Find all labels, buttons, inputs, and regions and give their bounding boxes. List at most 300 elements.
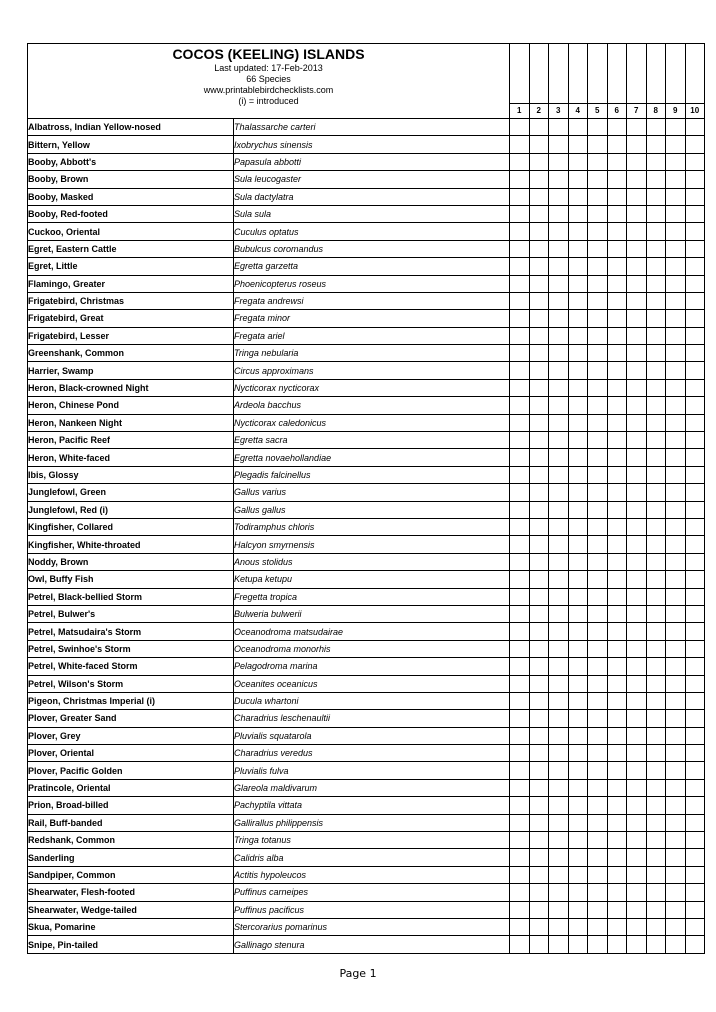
checkbox-cell[interactable]	[607, 501, 627, 518]
checkbox-cell[interactable]	[627, 727, 647, 744]
checkbox-cell[interactable]	[549, 710, 569, 727]
checkbox-cell[interactable]	[568, 310, 588, 327]
checkbox-cell[interactable]	[549, 936, 569, 953]
checkbox-cell[interactable]	[588, 205, 608, 222]
checkbox-cell[interactable]	[529, 345, 549, 362]
checkbox-cell[interactable]	[685, 275, 705, 292]
checkbox-cell[interactable]	[549, 362, 569, 379]
checkbox-cell[interactable]	[529, 640, 549, 657]
checkbox-cell[interactable]	[646, 501, 666, 518]
checkbox-cell[interactable]	[568, 797, 588, 814]
checkbox-cell[interactable]	[607, 432, 627, 449]
checkbox-cell[interactable]	[588, 658, 608, 675]
checkbox-cell[interactable]	[666, 866, 686, 883]
checkbox-cell[interactable]	[607, 518, 627, 535]
checkbox-cell[interactable]	[646, 884, 666, 901]
checkbox-cell[interactable]	[627, 832, 647, 849]
checkbox-cell[interactable]	[529, 240, 549, 257]
checkbox-cell[interactable]	[549, 501, 569, 518]
checkbox-cell[interactable]	[588, 153, 608, 170]
checkbox-cell[interactable]	[529, 484, 549, 501]
checkbox-cell[interactable]	[529, 779, 549, 796]
checkbox-cell[interactable]	[510, 692, 530, 709]
checkbox-cell[interactable]	[529, 884, 549, 901]
checkbox-cell[interactable]	[588, 832, 608, 849]
checkbox-cell[interactable]	[549, 884, 569, 901]
checkbox-cell[interactable]	[568, 884, 588, 901]
checkbox-cell[interactable]	[568, 275, 588, 292]
checkbox-cell[interactable]	[666, 501, 686, 518]
checkbox-cell[interactable]	[568, 832, 588, 849]
checkbox-cell[interactable]	[685, 119, 705, 136]
checkbox-cell[interactable]	[510, 397, 530, 414]
checkbox-cell[interactable]	[666, 797, 686, 814]
checkbox-cell[interactable]	[646, 449, 666, 466]
checkbox-cell[interactable]	[646, 536, 666, 553]
checkbox-cell[interactable]	[666, 536, 686, 553]
checkbox-cell[interactable]	[685, 762, 705, 779]
checkbox-cell[interactable]	[627, 814, 647, 831]
checkbox-cell[interactable]	[646, 849, 666, 866]
checkbox-cell[interactable]	[627, 466, 647, 483]
checkbox-cell[interactable]	[510, 310, 530, 327]
checkbox-cell[interactable]	[685, 745, 705, 762]
checkbox-cell[interactable]	[627, 258, 647, 275]
checkbox-cell[interactable]	[607, 379, 627, 396]
checkbox-cell[interactable]	[627, 918, 647, 935]
checkbox-cell[interactable]	[529, 449, 549, 466]
checkbox-cell[interactable]	[646, 153, 666, 170]
checkbox-cell[interactable]	[549, 692, 569, 709]
checkbox-cell[interactable]	[568, 571, 588, 588]
checkbox-cell[interactable]	[607, 414, 627, 431]
checkbox-cell[interactable]	[588, 518, 608, 535]
checkbox-cell[interactable]	[666, 710, 686, 727]
checkbox-cell[interactable]	[529, 258, 549, 275]
checkbox-cell[interactable]	[510, 901, 530, 918]
checkbox-cell[interactable]	[627, 745, 647, 762]
checkbox-cell[interactable]	[666, 379, 686, 396]
checkbox-cell[interactable]	[510, 605, 530, 622]
checkbox-cell[interactable]	[568, 171, 588, 188]
checkbox-cell[interactable]	[549, 571, 569, 588]
checkbox-cell[interactable]	[568, 849, 588, 866]
checkbox-cell[interactable]	[510, 205, 530, 222]
checkbox-cell[interactable]	[646, 762, 666, 779]
checkbox-cell[interactable]	[549, 171, 569, 188]
checkbox-cell[interactable]	[646, 553, 666, 570]
checkbox-cell[interactable]	[627, 292, 647, 309]
checkbox-cell[interactable]	[685, 588, 705, 605]
checkbox-cell[interactable]	[627, 779, 647, 796]
checkbox-cell[interactable]	[568, 136, 588, 153]
checkbox-cell[interactable]	[666, 692, 686, 709]
checkbox-cell[interactable]	[568, 727, 588, 744]
checkbox-cell[interactable]	[568, 292, 588, 309]
checkbox-cell[interactable]	[685, 658, 705, 675]
checkbox-cell[interactable]	[529, 936, 549, 953]
checkbox-cell[interactable]	[549, 797, 569, 814]
checkbox-cell[interactable]	[588, 362, 608, 379]
checkbox-cell[interactable]	[685, 675, 705, 692]
checkbox-cell[interactable]	[529, 710, 549, 727]
checkbox-cell[interactable]	[588, 310, 608, 327]
checkbox-cell[interactable]	[549, 745, 569, 762]
checkbox-cell[interactable]	[627, 414, 647, 431]
checkbox-cell[interactable]	[666, 623, 686, 640]
checkbox-cell[interactable]	[549, 866, 569, 883]
checkbox-cell[interactable]	[627, 484, 647, 501]
checkbox-cell[interactable]	[646, 205, 666, 222]
checkbox-cell[interactable]	[549, 623, 569, 640]
checkbox-cell[interactable]	[646, 658, 666, 675]
checkbox-cell[interactable]	[627, 362, 647, 379]
checkbox-cell[interactable]	[607, 466, 627, 483]
checkbox-cell[interactable]	[666, 153, 686, 170]
checkbox-cell[interactable]	[607, 710, 627, 727]
checkbox-cell[interactable]	[607, 397, 627, 414]
checkbox-cell[interactable]	[588, 797, 608, 814]
checkbox-cell[interactable]	[510, 484, 530, 501]
checkbox-cell[interactable]	[510, 432, 530, 449]
checkbox-cell[interactable]	[685, 553, 705, 570]
checkbox-cell[interactable]	[627, 553, 647, 570]
checkbox-cell[interactable]	[685, 432, 705, 449]
checkbox-cell[interactable]	[646, 623, 666, 640]
checkbox-cell[interactable]	[529, 205, 549, 222]
checkbox-cell[interactable]	[510, 866, 530, 883]
checkbox-cell[interactable]	[666, 432, 686, 449]
checkbox-cell[interactable]	[529, 188, 549, 205]
checkbox-cell[interactable]	[607, 362, 627, 379]
checkbox-cell[interactable]	[588, 918, 608, 935]
checkbox-cell[interactable]	[549, 518, 569, 535]
checkbox-cell[interactable]	[666, 832, 686, 849]
checkbox-cell[interactable]	[607, 449, 627, 466]
checkbox-cell[interactable]	[607, 918, 627, 935]
checkbox-cell[interactable]	[666, 484, 686, 501]
checkbox-cell[interactable]	[529, 571, 549, 588]
checkbox-cell[interactable]	[627, 275, 647, 292]
checkbox-cell[interactable]	[549, 640, 569, 657]
checkbox-cell[interactable]	[685, 727, 705, 744]
checkbox-cell[interactable]	[627, 240, 647, 257]
checkbox-cell[interactable]	[607, 745, 627, 762]
checkbox-cell[interactable]	[588, 258, 608, 275]
checkbox-cell[interactable]	[685, 797, 705, 814]
checkbox-cell[interactable]	[510, 884, 530, 901]
checkbox-cell[interactable]	[627, 640, 647, 657]
checkbox-cell[interactable]	[568, 501, 588, 518]
checkbox-cell[interactable]	[685, 310, 705, 327]
checkbox-cell[interactable]	[646, 119, 666, 136]
checkbox-cell[interactable]	[627, 588, 647, 605]
checkbox-cell[interactable]	[588, 762, 608, 779]
checkbox-cell[interactable]	[568, 658, 588, 675]
checkbox-cell[interactable]	[510, 188, 530, 205]
checkbox-cell[interactable]	[607, 936, 627, 953]
checkbox-cell[interactable]	[529, 292, 549, 309]
checkbox-cell[interactable]	[568, 153, 588, 170]
checkbox-cell[interactable]	[666, 327, 686, 344]
checkbox-cell[interactable]	[646, 240, 666, 257]
checkbox-cell[interactable]	[529, 432, 549, 449]
checkbox-cell[interactable]	[646, 258, 666, 275]
checkbox-cell[interactable]	[685, 292, 705, 309]
checkbox-cell[interactable]	[549, 205, 569, 222]
checkbox-cell[interactable]	[588, 814, 608, 831]
checkbox-cell[interactable]	[588, 692, 608, 709]
checkbox-cell[interactable]	[588, 936, 608, 953]
checkbox-cell[interactable]	[510, 571, 530, 588]
checkbox-cell[interactable]	[549, 658, 569, 675]
checkbox-cell[interactable]	[607, 849, 627, 866]
checkbox-cell[interactable]	[588, 119, 608, 136]
checkbox-cell[interactable]	[588, 901, 608, 918]
checkbox-cell[interactable]	[510, 727, 530, 744]
checkbox-cell[interactable]	[607, 866, 627, 883]
checkbox-cell[interactable]	[607, 762, 627, 779]
checkbox-cell[interactable]	[568, 327, 588, 344]
checkbox-cell[interactable]	[529, 553, 549, 570]
checkbox-cell[interactable]	[666, 205, 686, 222]
checkbox-cell[interactable]	[685, 362, 705, 379]
checkbox-cell[interactable]	[646, 605, 666, 622]
checkbox-cell[interactable]	[588, 640, 608, 657]
checkbox-cell[interactable]	[666, 936, 686, 953]
checkbox-cell[interactable]	[568, 223, 588, 240]
checkbox-cell[interactable]	[607, 623, 627, 640]
checkbox-cell[interactable]	[627, 849, 647, 866]
checkbox-cell[interactable]	[646, 588, 666, 605]
checkbox-cell[interactable]	[627, 936, 647, 953]
checkbox-cell[interactable]	[568, 518, 588, 535]
checkbox-cell[interactable]	[646, 345, 666, 362]
checkbox-cell[interactable]	[685, 918, 705, 935]
checkbox-cell[interactable]	[549, 814, 569, 831]
checkbox-cell[interactable]	[646, 414, 666, 431]
checkbox-cell[interactable]	[510, 814, 530, 831]
checkbox-cell[interactable]	[568, 710, 588, 727]
checkbox-cell[interactable]	[607, 205, 627, 222]
checkbox-cell[interactable]	[646, 571, 666, 588]
checkbox-cell[interactable]	[568, 345, 588, 362]
checkbox-cell[interactable]	[549, 240, 569, 257]
checkbox-cell[interactable]	[529, 658, 549, 675]
checkbox-cell[interactable]	[666, 136, 686, 153]
checkbox-cell[interactable]	[666, 675, 686, 692]
checkbox-cell[interactable]	[666, 553, 686, 570]
checkbox-cell[interactable]	[627, 518, 647, 535]
checkbox-cell[interactable]	[549, 918, 569, 935]
checkbox-cell[interactable]	[627, 692, 647, 709]
checkbox-cell[interactable]	[568, 240, 588, 257]
checkbox-cell[interactable]	[685, 414, 705, 431]
checkbox-cell[interactable]	[510, 171, 530, 188]
checkbox-cell[interactable]	[627, 675, 647, 692]
checkbox-cell[interactable]	[588, 397, 608, 414]
checkbox-cell[interactable]	[588, 710, 608, 727]
checkbox-cell[interactable]	[568, 379, 588, 396]
checkbox-cell[interactable]	[627, 536, 647, 553]
checkbox-cell[interactable]	[607, 553, 627, 570]
checkbox-cell[interactable]	[666, 362, 686, 379]
checkbox-cell[interactable]	[588, 223, 608, 240]
checkbox-cell[interactable]	[666, 814, 686, 831]
checkbox-cell[interactable]	[685, 345, 705, 362]
checkbox-cell[interactable]	[685, 171, 705, 188]
checkbox-cell[interactable]	[666, 658, 686, 675]
checkbox-cell[interactable]	[588, 866, 608, 883]
checkbox-cell[interactable]	[685, 640, 705, 657]
checkbox-cell[interactable]	[549, 901, 569, 918]
checkbox-cell[interactable]	[646, 379, 666, 396]
checkbox-cell[interactable]	[549, 762, 569, 779]
checkbox-cell[interactable]	[685, 258, 705, 275]
checkbox-cell[interactable]	[627, 605, 647, 622]
checkbox-cell[interactable]	[510, 327, 530, 344]
checkbox-cell[interactable]	[568, 588, 588, 605]
checkbox-cell[interactable]	[529, 901, 549, 918]
checkbox-cell[interactable]	[685, 901, 705, 918]
checkbox-cell[interactable]	[685, 849, 705, 866]
checkbox-cell[interactable]	[666, 397, 686, 414]
checkbox-cell[interactable]	[529, 414, 549, 431]
checkbox-cell[interactable]	[666, 414, 686, 431]
checkbox-cell[interactable]	[685, 466, 705, 483]
checkbox-cell[interactable]	[666, 258, 686, 275]
checkbox-cell[interactable]	[646, 432, 666, 449]
checkbox-cell[interactable]	[549, 379, 569, 396]
checkbox-cell[interactable]	[666, 884, 686, 901]
checkbox-cell[interactable]	[529, 153, 549, 170]
checkbox-cell[interactable]	[588, 292, 608, 309]
checkbox-cell[interactable]	[646, 918, 666, 935]
checkbox-cell[interactable]	[627, 205, 647, 222]
checkbox-cell[interactable]	[685, 814, 705, 831]
checkbox-cell[interactable]	[646, 692, 666, 709]
checkbox-cell[interactable]	[510, 762, 530, 779]
checkbox-cell[interactable]	[568, 936, 588, 953]
checkbox-cell[interactable]	[568, 119, 588, 136]
checkbox-cell[interactable]	[666, 640, 686, 657]
checkbox-cell[interactable]	[568, 466, 588, 483]
checkbox-cell[interactable]	[549, 727, 569, 744]
checkbox-cell[interactable]	[549, 553, 569, 570]
checkbox-cell[interactable]	[568, 675, 588, 692]
checkbox-cell[interactable]	[607, 901, 627, 918]
checkbox-cell[interactable]	[510, 345, 530, 362]
checkbox-cell[interactable]	[510, 449, 530, 466]
checkbox-cell[interactable]	[529, 466, 549, 483]
checkbox-cell[interactable]	[685, 379, 705, 396]
checkbox-cell[interactable]	[510, 466, 530, 483]
checkbox-cell[interactable]	[568, 779, 588, 796]
checkbox-cell[interactable]	[529, 518, 549, 535]
checkbox-cell[interactable]	[588, 623, 608, 640]
checkbox-cell[interactable]	[607, 484, 627, 501]
checkbox-cell[interactable]	[588, 884, 608, 901]
checkbox-cell[interactable]	[568, 258, 588, 275]
checkbox-cell[interactable]	[646, 866, 666, 883]
checkbox-cell[interactable]	[685, 240, 705, 257]
checkbox-cell[interactable]	[510, 588, 530, 605]
checkbox-cell[interactable]	[607, 779, 627, 796]
checkbox-cell[interactable]	[549, 449, 569, 466]
checkbox-cell[interactable]	[568, 901, 588, 918]
checkbox-cell[interactable]	[588, 745, 608, 762]
checkbox-cell[interactable]	[607, 884, 627, 901]
checkbox-cell[interactable]	[549, 275, 569, 292]
checkbox-cell[interactable]	[646, 727, 666, 744]
checkbox-cell[interactable]	[666, 605, 686, 622]
checkbox-cell[interactable]	[666, 345, 686, 362]
checkbox-cell[interactable]	[588, 345, 608, 362]
checkbox-cell[interactable]	[646, 779, 666, 796]
checkbox-cell[interactable]	[646, 797, 666, 814]
checkbox-cell[interactable]	[685, 484, 705, 501]
checkbox-cell[interactable]	[607, 727, 627, 744]
checkbox-cell[interactable]	[607, 588, 627, 605]
checkbox-cell[interactable]	[607, 658, 627, 675]
checkbox-cell[interactable]	[529, 223, 549, 240]
checkbox-cell[interactable]	[607, 153, 627, 170]
checkbox-cell[interactable]	[646, 327, 666, 344]
checkbox-cell[interactable]	[646, 310, 666, 327]
checkbox-cell[interactable]	[529, 866, 549, 883]
checkbox-cell[interactable]	[529, 745, 549, 762]
checkbox-cell[interactable]	[588, 188, 608, 205]
checkbox-cell[interactable]	[568, 536, 588, 553]
checkbox-cell[interactable]	[685, 884, 705, 901]
checkbox-cell[interactable]	[588, 136, 608, 153]
checkbox-cell[interactable]	[666, 171, 686, 188]
checkbox-cell[interactable]	[510, 779, 530, 796]
checkbox-cell[interactable]	[549, 466, 569, 483]
checkbox-cell[interactable]	[666, 901, 686, 918]
checkbox-cell[interactable]	[685, 518, 705, 535]
checkbox-cell[interactable]	[685, 501, 705, 518]
checkbox-cell[interactable]	[627, 501, 647, 518]
checkbox-cell[interactable]	[549, 397, 569, 414]
checkbox-cell[interactable]	[588, 553, 608, 570]
checkbox-cell[interactable]	[627, 310, 647, 327]
checkbox-cell[interactable]	[549, 223, 569, 240]
checkbox-cell[interactable]	[685, 832, 705, 849]
checkbox-cell[interactable]	[666, 588, 686, 605]
checkbox-cell[interactable]	[510, 849, 530, 866]
checkbox-cell[interactable]	[510, 362, 530, 379]
checkbox-cell[interactable]	[510, 623, 530, 640]
checkbox-cell[interactable]	[510, 258, 530, 275]
checkbox-cell[interactable]	[666, 240, 686, 257]
checkbox-cell[interactable]	[549, 849, 569, 866]
checkbox-cell[interactable]	[607, 605, 627, 622]
checkbox-cell[interactable]	[510, 936, 530, 953]
checkbox-cell[interactable]	[627, 345, 647, 362]
checkbox-cell[interactable]	[646, 518, 666, 535]
checkbox-cell[interactable]	[568, 449, 588, 466]
checkbox-cell[interactable]	[627, 379, 647, 396]
checkbox-cell[interactable]	[607, 292, 627, 309]
checkbox-cell[interactable]	[510, 745, 530, 762]
checkbox-cell[interactable]	[549, 136, 569, 153]
checkbox-cell[interactable]	[685, 205, 705, 222]
checkbox-cell[interactable]	[627, 901, 647, 918]
checkbox-cell[interactable]	[666, 449, 686, 466]
checkbox-cell[interactable]	[607, 692, 627, 709]
checkbox-cell[interactable]	[685, 153, 705, 170]
